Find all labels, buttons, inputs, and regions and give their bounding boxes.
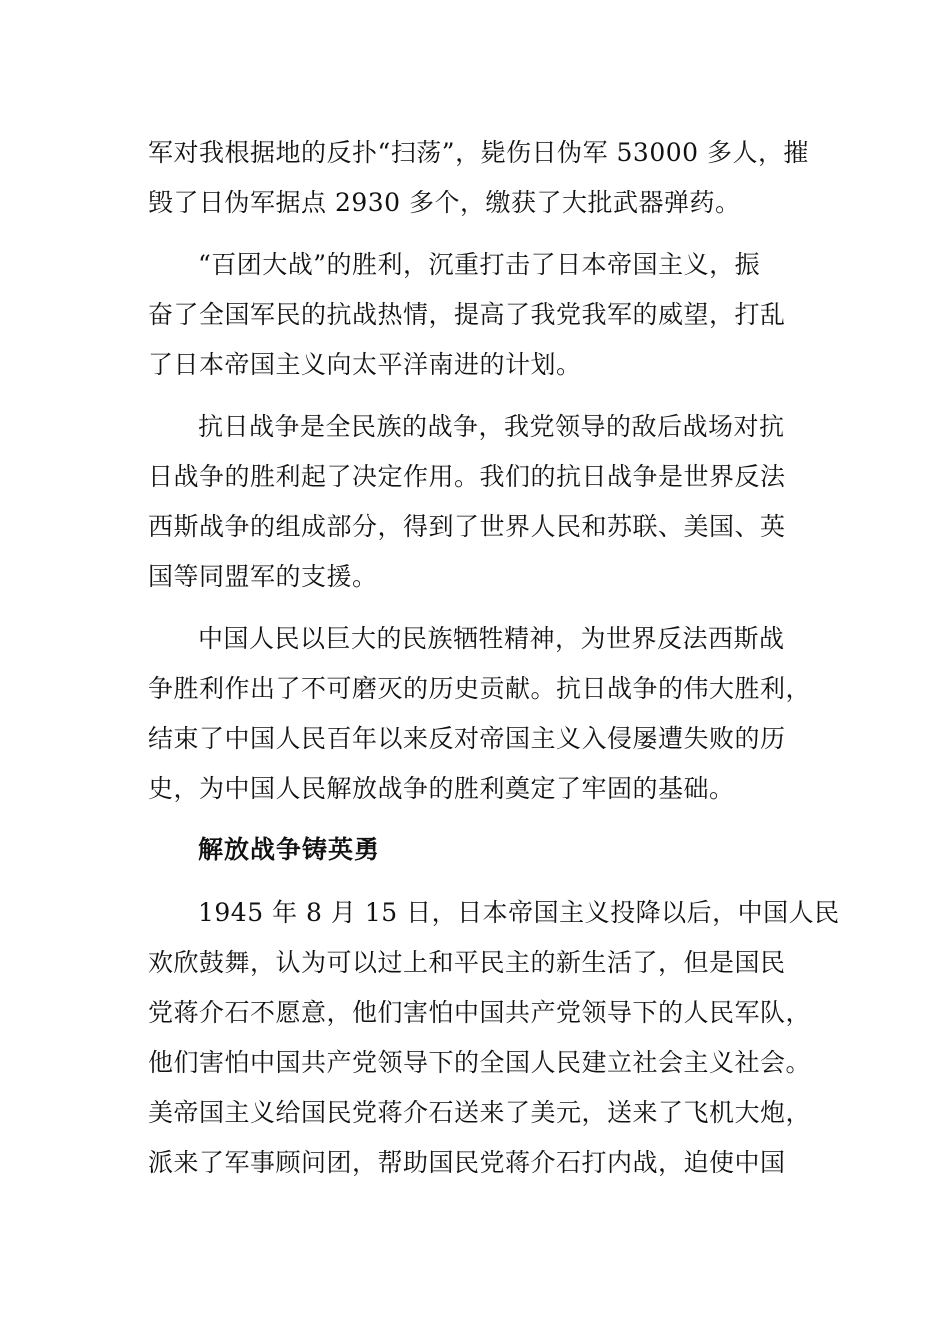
- paragraph-2-line-3: 了日本帝国主义向太平洋南进的计划。: [148, 350, 582, 379]
- paragraph-3-line-1: 抗日战争是全民族的战争，我党领导的敌后战场对抗: [198, 412, 785, 441]
- paragraph-4-line-4: 史，为中国人民解放战争的胜利奠定了牢固的基础。: [148, 774, 735, 803]
- paragraph-5-line-6: 派来了军事顾问团，帮助国民党蒋介石打内战，迫使中国: [148, 1148, 786, 1177]
- paragraph-3-line-2: 日战争的胜利起了决定作用。我们的抗日战争是世界反法: [148, 462, 786, 491]
- paragraph-5-line-2: 欢欣鼓舞，认为可以过上和平民主的新生活了，但是国民: [148, 948, 786, 977]
- paragraph-3-line-4: 国等同盟军的支援。: [148, 562, 378, 591]
- section-heading: 解放战争铸英勇: [198, 835, 381, 864]
- paragraph-2-line-1: “百团大战”的胜利，沉重打击了日本帝国主义，振: [198, 250, 761, 279]
- paragraph-5-line-1: 1945 年 8 月 15 日，日本帝国主义投降以后，中国人民: [198, 898, 840, 927]
- paragraph-5-line-4: 他们害怕中国共产党领导下的全国人民建立社会主义社会。: [148, 1048, 812, 1077]
- paragraph-1-line-2: 毁了日伪军据点 2930 多个，缴获了大批武器弹药。: [148, 188, 741, 217]
- paragraph-4-line-1: 中国人民以巨大的民族牺牲精神，为世界反法西斯战: [198, 624, 785, 653]
- paragraph-3-line-3: 西斯战争的组成部分，得到了世界人民和苏联、美国、英: [148, 512, 786, 541]
- paragraph-5-line-3: 党蒋介石不愿意，他们害怕中国共产党领导下的人民军队，: [148, 998, 812, 1027]
- paragraph-2-line-2: 奋了全国军民的抗战热情，提高了我党我军的威望，打乱: [148, 300, 786, 329]
- paragraph-5-line-5: 美帝国主义给国民党蒋介石送来了美元，送来了飞机大炮，: [148, 1098, 812, 1127]
- paragraph-4-line-3: 结束了中国人民百年以来反对帝国主义入侵屡遭失败的历: [148, 724, 786, 753]
- paragraph-1-line-1: 军对我根据地的反扑“扫荡”，毙伤日伪军 53000 多人，摧: [148, 138, 809, 167]
- paragraph-4-line-2: 争胜利作出了不可磨灭的历史贡献。抗日战争的伟大胜利，: [148, 674, 812, 703]
